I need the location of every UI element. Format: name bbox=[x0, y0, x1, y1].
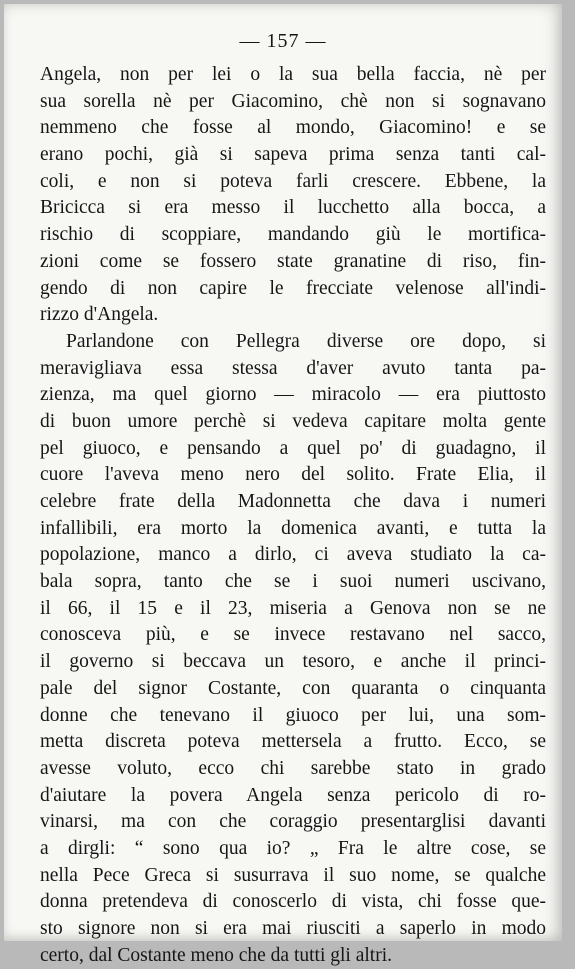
text-line: popolazione, manco a dirlo, ci aveva studiato la ca- bbox=[40, 544, 546, 566]
text-line: il 66, il 15 e il 23, miseria a Genova non se ne bbox=[40, 597, 546, 619]
text-line: celebre frate della Madonnetta che dava i numeri bbox=[40, 491, 546, 512]
text-line: zioni come se fossero state granatine di riso, fin- bbox=[40, 250, 546, 272]
text-line: di buon umore perchè si vedeva capitare molta gente bbox=[40, 410, 546, 432]
text-line: Parlandone con Pellegra diverse ore dopo, si bbox=[66, 330, 546, 352]
text-line: a dirgli: “ sono qua io? „ Fra le altre cose, se bbox=[40, 837, 546, 859]
text-line: pale del signor Costante, con quaranta o cinquanta bbox=[40, 677, 546, 699]
text-line: gendo di non capire le frecciate velenose all'indi- bbox=[40, 277, 546, 299]
text-line: sua sorella nè per Giacomino, chè non si sognavano bbox=[40, 90, 546, 112]
text-line: donne che tenevano il giuoco per lui, una som- bbox=[40, 704, 546, 726]
text-line: Angela, non per lei o la sua bella faccia, nè per bbox=[40, 64, 546, 85]
text-line: bala sopra, tanto che se i suoi numeri uscivano, bbox=[40, 571, 546, 593]
text-line: avesse voluto, ecco chi sarebbe stato in grado bbox=[40, 757, 546, 779]
body-text bbox=[40, 62, 546, 969]
paragraph bbox=[40, 329, 546, 969]
text-line: pel giuoco, e pensando a quel po' di guadagno, il bbox=[40, 437, 546, 459]
text-line: erano pochi, già si sapeva prima senza tanti cal- bbox=[40, 144, 546, 166]
page-number: — 157 — bbox=[239, 30, 327, 52]
text-line: Bricicca si era messo il lucchetto alla bocca, a bbox=[40, 197, 546, 219]
book-page bbox=[4, 4, 562, 966]
text-line: infallibili, era morto la domenica avanti, e tutta la bbox=[40, 517, 546, 539]
paragraph bbox=[40, 62, 546, 329]
text-line: zienza, ma quel giorno — miracolo — era piuttosto bbox=[40, 384, 546, 406]
text-line: nella Pece Greca si susurrava il suo nome, se qualche bbox=[40, 864, 546, 886]
text-line: certo, dal Costante meno che da tutti gli altri. bbox=[40, 944, 392, 966]
text-line: metta discreta poteva mettersela a frutto. Ecco, se bbox=[40, 731, 546, 753]
text-line: d'aiutare la povera Angela senza pericolo di ro- bbox=[40, 784, 546, 806]
text-line: vinarsi, ma con che coraggio presentarglisi davanti bbox=[40, 811, 546, 833]
text-line: cuore l'aveva meno nero del solito. Frate Elia, il bbox=[40, 464, 546, 486]
text-line: rizzo d'Angela. bbox=[40, 304, 159, 326]
text-line: meravigliava essa stessa d'aver avuto tanta pa- bbox=[40, 357, 546, 379]
text-line: rischio di scoppiare, mandando giù le mortifica- bbox=[40, 224, 546, 246]
text-line: coli, e non si poteva farli crescere. Ebbene, la bbox=[40, 170, 546, 192]
text-line: nemmeno che fosse al mondo, Giacomino! e se bbox=[40, 117, 546, 139]
text-line: sto signore non si era mai riusciti a saperlo in modo bbox=[40, 918, 546, 939]
text-line: conosceva più, e se invece restavano nel sacco, bbox=[40, 624, 546, 646]
text-line: il governo si beccava un tesoro, e anche il princi- bbox=[40, 651, 546, 673]
text-line: donna pretendeva di conoscerlo di vista, chi fosse que- bbox=[40, 891, 546, 913]
